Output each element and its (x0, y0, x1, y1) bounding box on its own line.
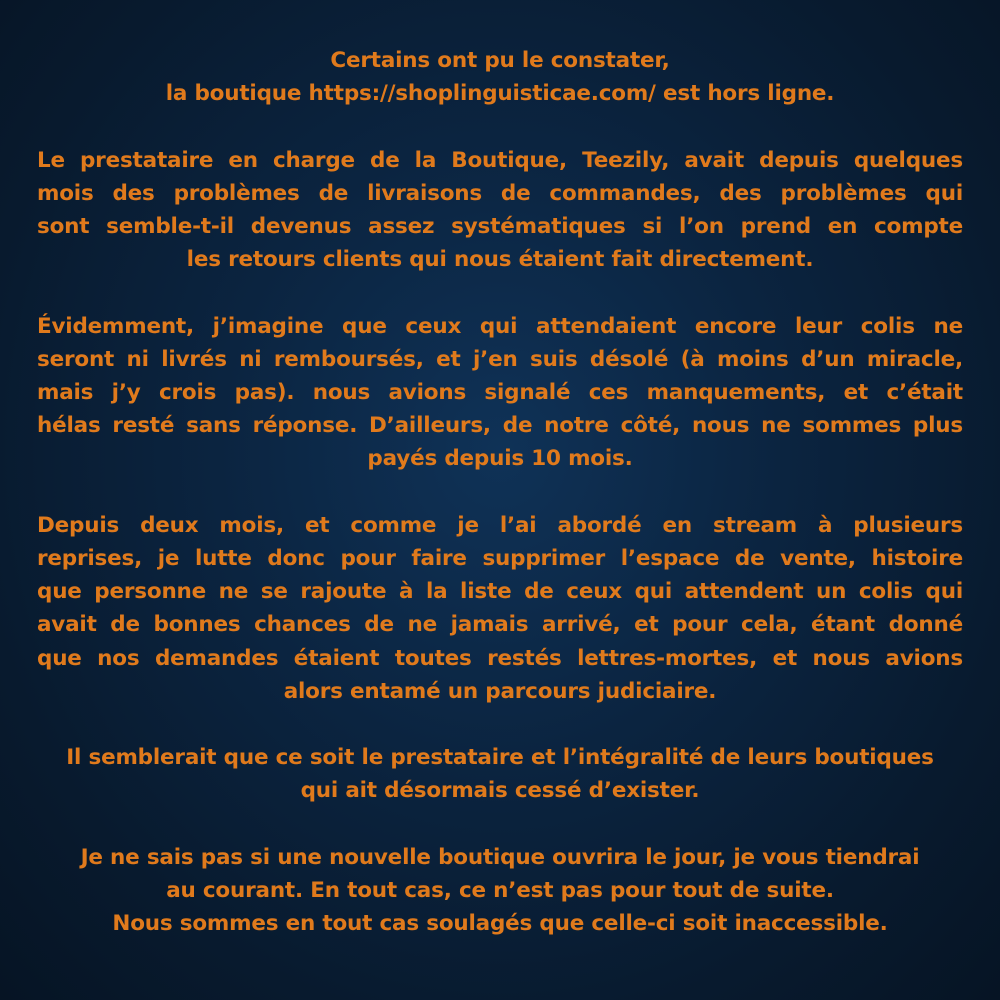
justified-line (37, 509, 963, 542)
justified-line (37, 177, 963, 210)
provider-paragraph (37, 144, 963, 277)
text-line: que personne ne se rajoute à la liste de ceux qui attendent un colis qui (37, 579, 963, 605)
announcement-text (37, 44, 963, 974)
text-line: au courant. En tout cas, ce n’est pas pour tout de suite. (166, 878, 834, 903)
text-line: qui ait désormais cessé d’exister. (300, 778, 700, 804)
text-line: Certains ont pu le constater, (330, 48, 670, 73)
text-line: Depuis deux mois, et comme je l’ai abordé en stream à plusieurs (37, 512, 963, 538)
justified-line (37, 409, 963, 442)
text-line: les retours clients qui nous étaient fait directement. (186, 247, 814, 273)
text-line: Évidemment, j’imagine que ceux qui attendaient encore leur colis ne (37, 313, 963, 339)
text-line: alors entamé un parcours judiciaire. (283, 678, 717, 704)
text-line: hélas resté sans réponse. D’ailleurs, de notre côté, nous ne sommes plus (37, 413, 963, 439)
text-line: Nous sommes en tout cas soulagés que celle-ci soit inaccessible. (112, 911, 888, 937)
centered-line (37, 243, 963, 276)
apology-paragraph (37, 310, 963, 476)
justified-line (37, 575, 963, 608)
text-line: mois des problèmes de livraisons de commandes, des problèmes qui (37, 180, 963, 206)
justified-line (37, 642, 963, 675)
future-paragraph (37, 841, 963, 941)
text-line: reprises, je lutte donc pour faire supprimer l’espace de vente, histoire (37, 546, 963, 571)
legal-paragraph (37, 509, 963, 708)
closure-paragraph (37, 741, 963, 807)
text-line: Je ne sais pas si une nouvelle boutique ouvrira le jour, je vous tiendrai (80, 844, 920, 870)
text-line: payés depuis 10 mois. (367, 446, 633, 472)
justified-line (37, 542, 963, 575)
text-line: avait de bonnes chances de ne jamais arrivé, et pour cela, étant donné (37, 612, 963, 638)
text-line: Il semblerait que ce soit le prestataire et l’intégralité de leurs boutiques (66, 745, 934, 771)
text-line: sont semble-t-il devenus assez systématiques si l’on prend en compte (37, 214, 963, 239)
text-line: que nos demandes étaient toutes restés lettres-mortes, et nous avions (37, 645, 963, 671)
justified-line (37, 144, 963, 177)
text-line: Le prestataire en charge de la Boutique, Teezily, avait depuis quelques (37, 147, 963, 173)
justified-line (37, 376, 963, 409)
text-line: la boutique https://shoplinguisticae.com/ est hors ligne. (165, 81, 835, 107)
centered-line (37, 675, 963, 708)
justified-line (37, 608, 963, 641)
justified-line (37, 310, 963, 343)
text-line: seront ni livrés ni remboursés, et j’en suis désolé (à moins d’un miracle, (37, 346, 963, 372)
intro-paragraph (37, 44, 963, 110)
justified-line (37, 343, 963, 376)
text-line: mais j’y crois pas). nous avions signalé ces manquements, et c’était (37, 380, 963, 405)
justified-line (37, 210, 963, 243)
centered-line (37, 442, 963, 475)
